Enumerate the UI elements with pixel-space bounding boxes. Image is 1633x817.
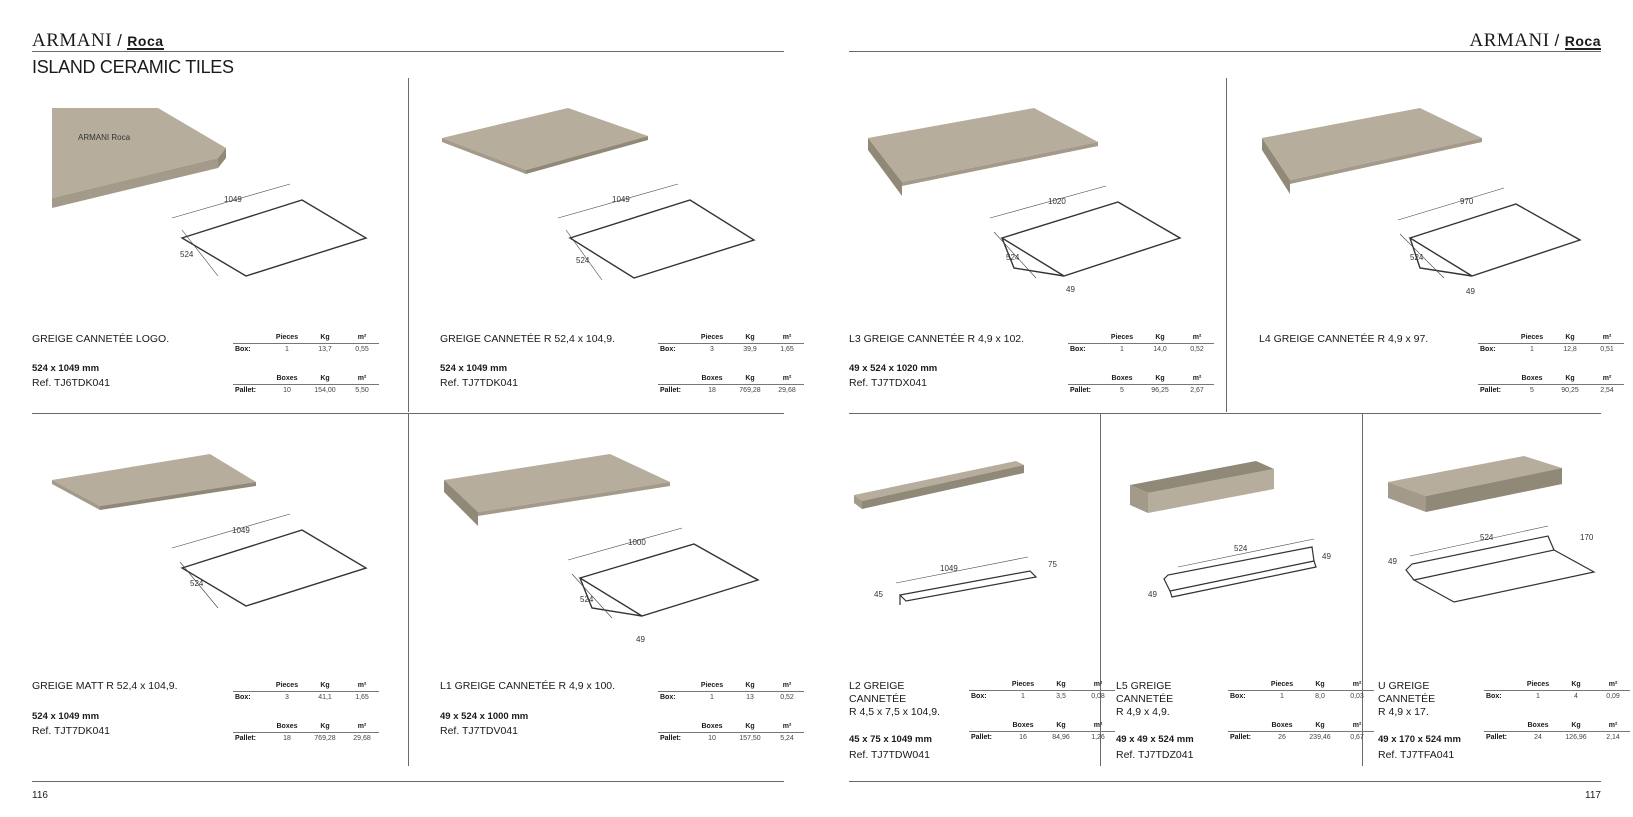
val: 41,1 — [318, 694, 332, 701]
dim-length: 524 — [1234, 544, 1248, 553]
divider — [408, 414, 409, 766]
col-pieces: Pieces — [269, 332, 305, 344]
col-m2: m² — [1081, 679, 1115, 691]
tile-illustration — [442, 450, 782, 650]
col-boxes: Boxes — [1514, 373, 1550, 385]
val: 12,8 — [1563, 346, 1577, 353]
col-pieces: Pieces — [1264, 679, 1300, 691]
val: 90,25 — [1561, 387, 1579, 394]
val: 3,5 — [1056, 693, 1066, 700]
row-pallet: Pallet: — [1070, 387, 1092, 394]
col-m2: m² — [1180, 373, 1214, 385]
name-line: L2 GREIGE — [849, 680, 905, 692]
col-pieces: Pieces — [1005, 679, 1041, 691]
col-boxes: Boxes — [1520, 720, 1556, 732]
val: 29,68 — [353, 735, 371, 742]
row-box: Box: — [971, 693, 987, 700]
dim-height: 49 — [1322, 552, 1331, 561]
row-pallet: Pallet: — [1480, 387, 1502, 394]
col-pieces: Pieces — [694, 332, 730, 344]
val: 0,52 — [780, 694, 794, 701]
spec-box-table — [233, 332, 379, 355]
col-boxes: Boxes — [1104, 373, 1140, 385]
col-kg: Kg — [730, 721, 770, 733]
product-dimensions: 524 x 1049 mm — [32, 363, 100, 374]
dim-width: 49 — [1388, 557, 1397, 566]
dim-width: 524 — [1410, 253, 1424, 262]
col-kg: Kg — [305, 721, 345, 733]
col-kg: Kg — [730, 332, 770, 344]
row-box: Box: — [235, 346, 251, 353]
tile-illustration — [1384, 452, 1604, 632]
product-name: L1 GREIGE CANNETÉE R 4,9 x 100. — [440, 680, 616, 692]
tile-illustration — [440, 100, 780, 300]
product-ref: Ref. TJ7TDZ041 — [1116, 749, 1194, 761]
row-box: Box: — [1230, 693, 1246, 700]
val: 126,96 — [1565, 734, 1587, 741]
val: 1 — [1530, 346, 1534, 353]
val: 1 — [285, 346, 289, 353]
col-kg: Kg — [1140, 373, 1180, 385]
col-boxes: Boxes — [1264, 720, 1300, 732]
footer-rule-left — [32, 781, 784, 782]
val: 13,7 — [318, 346, 332, 353]
spec-pallet-table — [658, 721, 804, 744]
val: 1,65 — [355, 694, 369, 701]
spec-pallet-table — [1228, 720, 1374, 743]
val: 84,96 — [1052, 734, 1070, 741]
row-pallet: Pallet: — [235, 387, 257, 394]
col-m2: m² — [770, 721, 804, 733]
dim-width: 524 — [1006, 253, 1020, 262]
spec-box-table — [969, 679, 1115, 702]
row-box: Box: — [1480, 346, 1496, 353]
dim-height: 49 — [1466, 287, 1475, 296]
row-pallet: Pallet: — [660, 735, 682, 742]
col-boxes: Boxes — [269, 721, 305, 733]
page-title: ISLAND CERAMIC TILES — [32, 57, 234, 77]
divider — [1226, 78, 1227, 412]
val: 239,46 — [1309, 734, 1331, 741]
roca-wordmark: Roca — [1564, 33, 1601, 49]
val: 3 — [710, 346, 714, 353]
col-m2: m² — [770, 373, 804, 385]
name-line: CANNETÉE — [1378, 693, 1436, 705]
name-line: L5 GREIGE — [1116, 680, 1172, 692]
dim-length: 1020 — [1048, 197, 1066, 206]
spec-box-table — [1478, 332, 1624, 355]
dim-length: 970 — [1460, 197, 1474, 206]
val: 14,0 — [1153, 346, 1167, 353]
product-dimensions: 45 x 75 x 1049 mm — [849, 734, 932, 745]
val: 2,54 — [1600, 387, 1614, 394]
roca-wordmark: Roca — [127, 33, 164, 49]
header-rule-right — [849, 51, 1601, 52]
dim-length: 1049 — [232, 526, 250, 535]
col-m2: m² — [345, 680, 379, 692]
dim-height: 170 — [1580, 533, 1594, 542]
name-line: CANNETÉE — [849, 693, 907, 705]
col-pieces: Pieces — [1514, 332, 1550, 344]
product-dimensions: 49 x 49 x 524 mm — [1116, 734, 1194, 745]
col-m2: m² — [1340, 720, 1374, 732]
col-kg: Kg — [305, 373, 345, 385]
col-boxes: Boxes — [694, 721, 730, 733]
val: 0,09 — [1606, 693, 1620, 700]
row-pallet: Pallet: — [1486, 734, 1508, 741]
val: 96,25 — [1151, 387, 1169, 394]
divider — [1362, 414, 1363, 766]
dim-width: 49 — [1148, 590, 1157, 599]
product-ref: Ref. TJ7TDX041 — [849, 377, 928, 389]
dim-width: 524 — [576, 256, 590, 265]
val: 1 — [1280, 693, 1284, 700]
product-dimensions: 524 x 1049 mm — [32, 711, 100, 722]
product-name: L4 GREIGE CANNETÉE R 4,9 x 97. — [1259, 333, 1429, 345]
spec-pallet-table — [969, 720, 1115, 743]
col-kg: Kg — [305, 332, 345, 344]
spec-box-table — [1068, 332, 1214, 355]
val: 10 — [708, 735, 716, 742]
product-name: L3 GREIGE CANNETÉE R 4,9 x 102. — [849, 333, 1025, 345]
col-m2: m² — [770, 680, 804, 692]
row-pallet: Pallet: — [660, 387, 682, 394]
row-pallet: Pallet: — [1230, 734, 1252, 741]
brand-slash: / — [117, 31, 123, 50]
product-ref: Ref. TJ6TDK041 — [32, 377, 111, 389]
product-name — [1378, 680, 1435, 719]
val: 18 — [283, 735, 291, 742]
col-m2: m² — [1180, 332, 1214, 344]
val: 154,00 — [314, 387, 336, 394]
val: 0,67 — [1350, 734, 1364, 741]
spec-pallet-table — [1478, 373, 1624, 396]
col-m2: m² — [345, 721, 379, 733]
col-kg: Kg — [1140, 332, 1180, 344]
dim-length: 524 — [1480, 533, 1494, 542]
col-boxes: Boxes — [1005, 720, 1041, 732]
dim-length: 1049 — [612, 195, 630, 204]
tile-logo-text: ARMANI Roca — [78, 133, 131, 142]
dim-length: 1049 — [940, 564, 958, 573]
footer-rule-right — [849, 781, 1601, 782]
col-kg: Kg — [305, 680, 345, 692]
val: 1 — [1021, 693, 1025, 700]
product-dimensions: 524 x 1049 mm — [440, 363, 508, 374]
col-kg: Kg — [730, 373, 770, 385]
tile-illustration — [852, 455, 1092, 635]
val: 0,51 — [1600, 346, 1614, 353]
row-box: Box: — [660, 346, 676, 353]
spec-box-table — [233, 680, 379, 703]
val: 0,55 — [355, 346, 369, 353]
val: 4 — [1574, 693, 1578, 700]
val: 2,14 — [1606, 734, 1620, 741]
row-box: Box: — [235, 694, 251, 701]
val: 39,9 — [743, 346, 757, 353]
col-m2: m² — [1081, 720, 1115, 732]
spec-pallet-table — [233, 721, 379, 744]
row-pallet: Pallet: — [235, 735, 257, 742]
col-m2: m² — [1596, 720, 1630, 732]
val: 5,24 — [780, 735, 794, 742]
tile-illustration — [1126, 455, 1346, 635]
val: 5 — [1120, 387, 1124, 394]
col-pieces: Pieces — [1520, 679, 1556, 691]
spec-pallet-table — [1068, 373, 1214, 396]
col-pieces: Pieces — [269, 680, 305, 692]
dim-width: 524 — [580, 595, 594, 604]
product-name: GREIGE CANNETÉE R 52,4 x 104,9. — [440, 333, 616, 345]
product-name — [1116, 680, 1173, 719]
spec-pallet-table — [1484, 720, 1630, 743]
brand-slash: / — [1554, 31, 1560, 50]
col-m2: m² — [770, 332, 804, 344]
header-rule-left — [32, 51, 784, 52]
spec-box-table — [658, 680, 804, 703]
divider — [1100, 414, 1101, 766]
col-pieces: Pieces — [1104, 332, 1140, 344]
col-pieces: Pieces — [694, 680, 730, 692]
dim-width: 524 — [180, 250, 194, 259]
col-boxes: Boxes — [269, 373, 305, 385]
val: 3 — [285, 694, 289, 701]
dim-height: 49 — [1066, 285, 1075, 294]
val: 10 — [283, 387, 291, 394]
tile-illustration — [50, 100, 390, 300]
armani-wordmark: ARMANI — [32, 30, 113, 51]
spec-box-table — [1484, 679, 1630, 702]
row-pallet: Pallet: — [971, 734, 993, 741]
divider — [408, 78, 409, 412]
col-kg: Kg — [1041, 720, 1081, 732]
val: 1 — [1536, 693, 1540, 700]
val: 1 — [1120, 346, 1124, 353]
dim-height: 49 — [636, 635, 645, 644]
dim-length: 1049 — [224, 195, 242, 204]
col-kg: Kg — [1556, 679, 1596, 691]
dim-width: 45 — [874, 590, 883, 599]
val: 26 — [1278, 734, 1286, 741]
brand-logo-right — [1469, 30, 1601, 52]
tile-illustration — [50, 450, 390, 650]
val: 24 — [1534, 734, 1542, 741]
col-m2: m² — [1596, 679, 1630, 691]
col-kg: Kg — [1300, 679, 1340, 691]
page-number-right: 117 — [1585, 790, 1601, 801]
tile-illustration — [1260, 100, 1600, 300]
val: 1,65 — [780, 346, 794, 353]
product-name: GREIGE CANNETÉE LOGO. — [32, 333, 170, 345]
val: 0,08 — [1091, 693, 1105, 700]
product-name: GREIGE MATT R 52,4 x 104,9. — [32, 680, 178, 692]
row-divider-right — [849, 413, 1601, 414]
name-line: U GREIGE — [1378, 680, 1430, 692]
val: 0,03 — [1350, 693, 1364, 700]
col-m2: m² — [1340, 679, 1374, 691]
spec-box-table — [1228, 679, 1374, 702]
spec-pallet-table — [658, 373, 804, 396]
val: 1,26 — [1091, 734, 1105, 741]
val: 769,28 — [739, 387, 761, 394]
row-box: Box: — [660, 694, 676, 701]
name-line: CANNETÉE — [1116, 693, 1174, 705]
col-kg: Kg — [1041, 679, 1081, 691]
col-kg: Kg — [730, 680, 770, 692]
product-ref: Ref. TJ7TDK041 — [440, 377, 519, 389]
col-m2: m² — [1590, 332, 1624, 344]
col-m2: m² — [1590, 373, 1624, 385]
product-ref: Ref. TJ7TFA041 — [1378, 749, 1455, 761]
product-name — [849, 680, 940, 719]
val: 157,50 — [739, 735, 761, 742]
col-kg: Kg — [1556, 720, 1596, 732]
val: 8,0 — [1315, 693, 1325, 700]
product-ref: Ref. TJ7TDW041 — [849, 749, 930, 761]
product-ref: Ref. TJT7DK041 — [32, 725, 111, 737]
col-kg: Kg — [1550, 332, 1590, 344]
tile-illustration — [866, 100, 1206, 300]
col-kg: Kg — [1550, 373, 1590, 385]
name-line: R 4,9 x 4,9. — [1116, 706, 1170, 718]
name-line: R 4,5 x 7,5 x 104,9. — [849, 706, 941, 718]
dim-width: 524 — [190, 579, 204, 588]
name-line: R 4,9 x 17. — [1378, 706, 1429, 718]
spec-box-table — [658, 332, 804, 355]
dim-length: 1000 — [628, 538, 646, 547]
page-number-left: 116 — [32, 790, 48, 801]
val: 29,68 — [778, 387, 796, 394]
val: 18 — [708, 387, 716, 394]
val: 0,52 — [1190, 346, 1204, 353]
val: 13 — [746, 694, 754, 701]
brand-logo-left — [32, 30, 164, 52]
product-dimensions: 49 x 170 x 524 mm — [1378, 734, 1461, 745]
val: 2,67 — [1190, 387, 1204, 394]
col-m2: m² — [345, 332, 379, 344]
product-dimensions: 49 x 524 x 1000 mm — [440, 711, 529, 722]
armani-wordmark: ARMANI — [1469, 30, 1550, 51]
col-m2: m² — [345, 373, 379, 385]
val: 1 — [710, 694, 714, 701]
col-boxes: Boxes — [694, 373, 730, 385]
val: 5 — [1530, 387, 1534, 394]
val: 16 — [1019, 734, 1027, 741]
val: 5,50 — [355, 387, 369, 394]
row-box: Box: — [1070, 346, 1086, 353]
val: 769,28 — [314, 735, 336, 742]
row-box: Box: — [1486, 693, 1502, 700]
spec-pallet-table — [233, 373, 379, 396]
product-dimensions: 49 x 524 x 1020 mm — [849, 363, 938, 374]
col-kg: Kg — [1300, 720, 1340, 732]
dim-height: 75 — [1048, 560, 1057, 569]
product-ref: Ref. TJ7TDV041 — [440, 725, 519, 737]
